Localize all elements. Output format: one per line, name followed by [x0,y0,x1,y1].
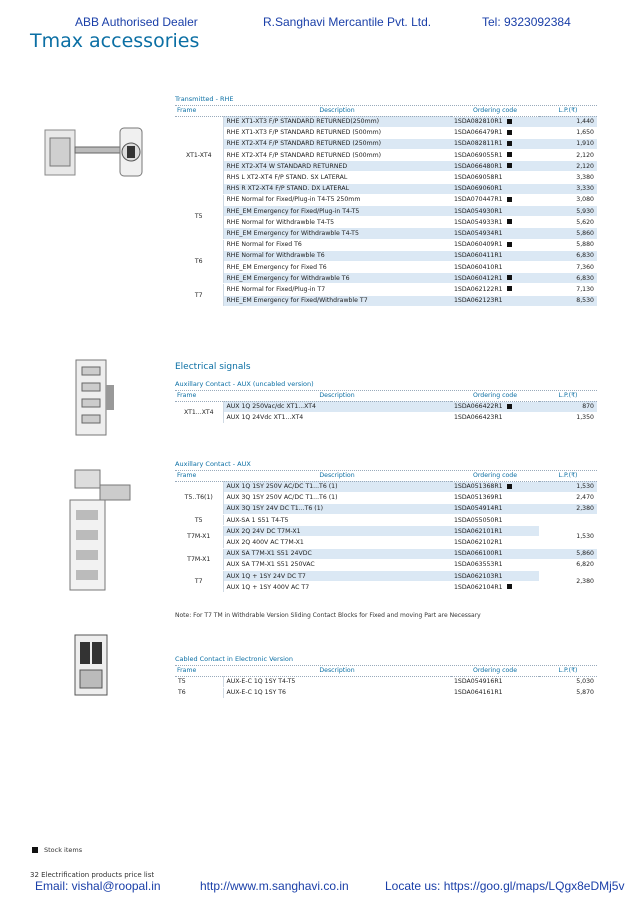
ordering-code: 1SDA066479R1 [454,129,503,137]
aux-uncabled-subtitle: Auxillary Contact - AUX (uncabled version) [175,380,597,391]
code-cell [451,537,539,548]
ordering-code: 1SDA062102R1 [454,539,503,547]
price-cell: 1,440 [539,116,597,127]
ordering-code: 1SDA062104R1 [454,583,503,591]
frame-cell: T7M-X1 [175,526,223,548]
price-cell: 2,120 [539,161,597,172]
column-header-price: L.P.(₹) [539,470,597,481]
description-cell: AUX 1Q 1SY 250V AC/DC T1...T6 (1) [223,481,451,492]
price-cell: 3,080 [539,194,597,205]
code-cell [451,401,539,412]
price-cell: 5,620 [539,217,597,228]
table-row [175,295,597,306]
table-row [175,217,597,228]
stock-square-icon [507,197,512,202]
code-cell [451,116,539,127]
description-cell: RHE_EM Emergency for Withdrawble T4-T5 [223,228,451,239]
table-row [175,559,597,570]
frame-cell: T7M-X1 [175,548,223,570]
table-row [175,228,597,239]
page-title: Tmax accessories [30,30,200,52]
stock-square-icon [507,584,512,589]
price-cell: 2,380 [539,571,597,593]
cabled-table [175,665,597,699]
table-row [175,571,597,582]
table-row [175,183,597,194]
aux-table [175,470,597,593]
email-link[interactable]: Email: vishal@roopal.in [35,879,161,893]
description-cell: RHE_EM Emergency for Fixed/Plug-in T4-T5 [223,206,451,217]
column-header-description: Description [223,470,451,481]
code-cell [451,261,539,272]
rotary-handle-image [40,110,145,190]
price-cell [539,515,597,526]
stock-square-icon [507,163,512,168]
table-row [175,537,597,548]
ordering-code: 1SDA069058R1 [454,174,503,182]
table-row [175,481,597,492]
code-cell [451,273,539,284]
code-cell [451,295,539,306]
stock-square-icon [507,242,512,247]
description-cell: AUX 1Q + 1SY 24V DC T7 [223,571,451,582]
ordering-code: 1SDA062103R1 [454,572,503,580]
table-row [175,206,597,217]
code-cell [451,172,539,183]
description-cell: RHS R XT2-XT4 F/P STAND. DX LATERAL [223,183,451,194]
frame-cell: XT1...XT4 [175,401,223,423]
price-cell: 5,860 [539,548,597,559]
price-cell: 1,650 [539,127,597,138]
description-cell: AUX 1Q 24Vdc XT1...XT4 [223,412,451,423]
table-header-row [175,665,597,676]
price-cell: 870 [539,401,597,412]
table-row [175,515,597,526]
stock-square-icon [507,219,512,224]
code-cell [451,239,539,250]
price-cell: 2,470 [539,492,597,503]
ordering-code: 1SDA062122R1 [454,285,503,293]
frame-cell: XT1-XT4 [175,116,223,194]
price-cell: 1,530 [539,526,597,548]
code-cell [451,228,539,239]
ordering-code: 1SDA082810R1 [454,118,503,126]
code-cell [451,548,539,559]
stock-square-icon [507,286,512,291]
table-row [175,401,597,412]
legend-label: Stock items [44,846,83,854]
table-header-row [175,105,597,116]
company-name: R.Sanghavi Mercantile Pvt. Ltd. [263,15,432,29]
stock-square-icon [507,404,512,409]
rhe-subtitle: Transmitted - RHE [175,95,597,106]
table-row [175,582,597,593]
aux-contact-image [68,355,123,445]
price-cell: 2,120 [539,150,597,161]
aux-subtitle: Auxillary Contact - AUX [175,460,597,471]
ordering-code: 1SDA051368R1 [454,483,503,491]
column-header-frame: Frame [175,105,223,116]
ordering-code: 1SDA054930R1 [454,207,503,215]
stock-square-icon [507,152,512,157]
code-cell [451,582,539,593]
price-cell: 5,870 [539,687,597,698]
price-cell: 1,530 [539,481,597,492]
table-row [175,676,597,687]
code-cell [451,503,539,514]
stock-square-icon [507,275,512,280]
code-cell [451,559,539,570]
code-cell [451,526,539,537]
price-cell: 2,380 [539,503,597,514]
ordering-code: 1SDA060409R1 [454,241,503,249]
description-cell: RHE_EM Emergency for Withdrawble T6 [223,273,451,284]
ordering-code: 1SDA082811R1 [454,140,503,148]
code-cell [451,183,539,194]
column-header-price: L.P.(₹) [539,390,597,401]
code-cell [451,138,539,149]
code-cell [451,161,539,172]
price-cell: 3,330 [539,183,597,194]
column-header-code: Ordering code [451,665,539,676]
column-header-code: Ordering code [451,105,539,116]
price-cell: 6,830 [539,273,597,284]
column-header-frame: Frame [175,470,223,481]
price-cell: 5,860 [539,228,597,239]
map-link[interactable]: Locate us: https://goo.gl/maps/LQgx8eDMj5v [385,879,625,893]
rhe-table [175,105,597,307]
description-cell: RHE_EM Emergency for Fixed T6 [223,261,451,272]
description-cell: AUX-SA 1 S51 T4-T5 [223,515,451,526]
ordering-code: 1SDA054934R1 [454,229,503,237]
column-header-description: Description [223,390,451,401]
legend [32,846,82,854]
code-cell [451,481,539,492]
ordering-code: 1SDA055050R1 [454,516,503,524]
stock-square-icon [507,119,512,124]
price-cell: 5,880 [539,239,597,250]
table-row [175,250,597,261]
table-row [175,526,597,537]
ordering-code: 1SDA066423R1 [454,414,503,422]
ordering-code: 1SDA066480R1 [454,162,503,170]
frame-cell: T7 [175,571,223,593]
aux-uncabled-table [175,390,597,424]
frame-cell: T5 [175,515,223,526]
page-number-note: 32 Electrification products price list [30,871,155,879]
frame-cell: T7 [175,284,223,306]
cabled-subtitle: Cabled Contact in Electronic Version [175,655,597,666]
column-header-description: Description [223,105,451,116]
description-cell: RHE XT2-XT4 F/P STANDARD RETURNED (250mm) [223,138,451,149]
table-row [175,127,597,138]
electrical-signals-title: Electrical signals [175,362,251,372]
frame-cell: T5 [175,194,223,239]
code-cell: 1SDA054916R1 [451,676,539,687]
table-row [175,138,597,149]
table-row [175,261,597,272]
description-cell: RHE Normal for Fixed/Plug-in T4-T5 250mm [223,194,451,205]
ordering-code: 1SDA054933R1 [454,218,503,226]
column-header-price: L.P.(₹) [539,665,597,676]
column-header-price: L.P.(₹) [539,105,597,116]
ordering-code: 1SDA066100R1 [454,550,503,558]
table-row [175,412,597,423]
description-cell: AUX 2Q 400V AC T7M-X1 [223,537,451,548]
code-cell [451,206,539,217]
cabled-contact-image [70,630,115,705]
table-row [175,503,597,514]
ordering-code: 1SDA060410R1 [454,263,503,271]
price-cell: 6,830 [539,250,597,261]
code-cell [451,194,539,205]
description-cell: RHE XT2-XT4 W STANDARD RETURNED [223,161,451,172]
code-cell: 1SDA064161R1 [451,687,539,698]
frame-cell: T6 [175,239,223,284]
stock-square-icon [507,130,512,135]
description-cell: RHE Normal for Fixed T6 [223,239,451,250]
code-cell [451,571,539,582]
description-cell: AUX 3Q 1SY 24V DC T1...T6 (1) [223,503,451,514]
table-row [175,548,597,559]
code-cell [451,492,539,503]
ordering-code: 1SDA069060R1 [454,185,503,193]
description-cell: AUX 1Q 250Vac/dc XT1...XT4 [223,401,451,412]
dealer-label: ABB Authorised Dealer [75,15,198,29]
price-cell: 1,910 [539,138,597,149]
table-row [175,150,597,161]
price-cell: 5,930 [539,206,597,217]
ordering-code: 1SDA054914R1 [454,505,503,513]
price-cell: 7,130 [539,284,597,295]
price-cell: 7,360 [539,261,597,272]
code-cell [451,284,539,295]
table-row [175,194,597,205]
description-cell: RHE XT1-XT3 F/P STANDARD RETURNED (500mm) [223,127,451,138]
ordering-code: 1SDA062101R1 [454,527,503,535]
frame-cell: T5 [175,676,223,687]
column-header-code: Ordering code [451,390,539,401]
stock-square-icon [507,484,512,489]
table-row [175,492,597,503]
column-header-frame: Frame [175,390,223,401]
ordering-code: 1SDA070447R1 [454,196,503,204]
website-link[interactable]: http://www.m.sanghavi.co.in [200,879,349,893]
aux-cabled-contact-image [60,465,140,600]
code-cell [451,515,539,526]
frame-cell: T5..T6(1) [175,481,223,515]
price-cell: 5,030 [539,676,597,687]
description-cell: AUX 3Q 1SY 250V AC/DC T1...T6 (1) [223,492,451,503]
code-cell [451,250,539,261]
description-cell: AUX-E-C 1Q 1SY T4-T5 [223,676,451,687]
column-header-description: Description [223,665,451,676]
table-row [175,172,597,183]
description-cell: AUX-E-C 1Q 1SY T6 [223,687,451,698]
column-header-frame: Frame [175,665,223,676]
ordering-code: 1SDA060412R1 [454,274,503,282]
frame-cell: T6 [175,687,223,698]
stock-square-icon [32,847,38,853]
ordering-code: 1SDA066422R1 [454,403,503,411]
price-cell: 3,380 [539,172,597,183]
description-cell: RHE Normal for Fixed/Plug-in T7 [223,284,451,295]
ordering-code: 1SDA069055R1 [454,151,503,159]
t7-note: Note: For T7 TM in Withdrable Version Sliding Contact Blocks for Fixed and moving Part are Necessary [175,612,481,619]
description-cell: AUX 1Q + 1SY 400V AC T7 [223,582,451,593]
code-cell [451,217,539,228]
price-cell: 8,530 [539,295,597,306]
ordering-code: 1SDA062123R1 [454,297,503,305]
phone-number: Tel: 9323092384 [482,15,571,29]
column-header-code: Ordering code [451,470,539,481]
price-cell: 6,820 [539,559,597,570]
price-cell: 1,350 [539,412,597,423]
code-cell [451,412,539,423]
description-cell: RHE Normal for Withdrawble T6 [223,250,451,261]
table-header-row [175,390,597,401]
ordering-code: 1SDA063553R1 [454,561,503,569]
table-row [175,239,597,250]
code-cell [451,127,539,138]
table-row [175,116,597,127]
code-cell [451,150,539,161]
table-row [175,284,597,295]
stock-square-icon [507,141,512,146]
description-cell: RHE XT2-XT4 F/P STANDARD RETURNED (500mm) [223,150,451,161]
description-cell: RHS L XT2-XT4 F/P STAND. SX LATERAL [223,172,451,183]
ordering-code: 1SDA060411R1 [454,252,503,260]
description-cell: RHE XT1-XT3 F/P STANDARD RETURNED(250mm) [223,116,451,127]
description-cell: AUX 2Q 24V DC T7M-X1 [223,526,451,537]
table-row [175,273,597,284]
table-header-row [175,470,597,481]
description-cell: RHE_EM Emergency for Fixed/Withdrawble T7 [223,295,451,306]
description-cell: RHE Normal for Withdrawble T4-T5 [223,217,451,228]
table-row [175,687,597,698]
description-cell: AUX SA T7M-X1 S51 250VAC [223,559,451,570]
table-row [175,161,597,172]
ordering-code: 1SDA051369R1 [454,494,503,502]
description-cell: AUX SA T7M-X1 S51 24VDC [223,548,451,559]
